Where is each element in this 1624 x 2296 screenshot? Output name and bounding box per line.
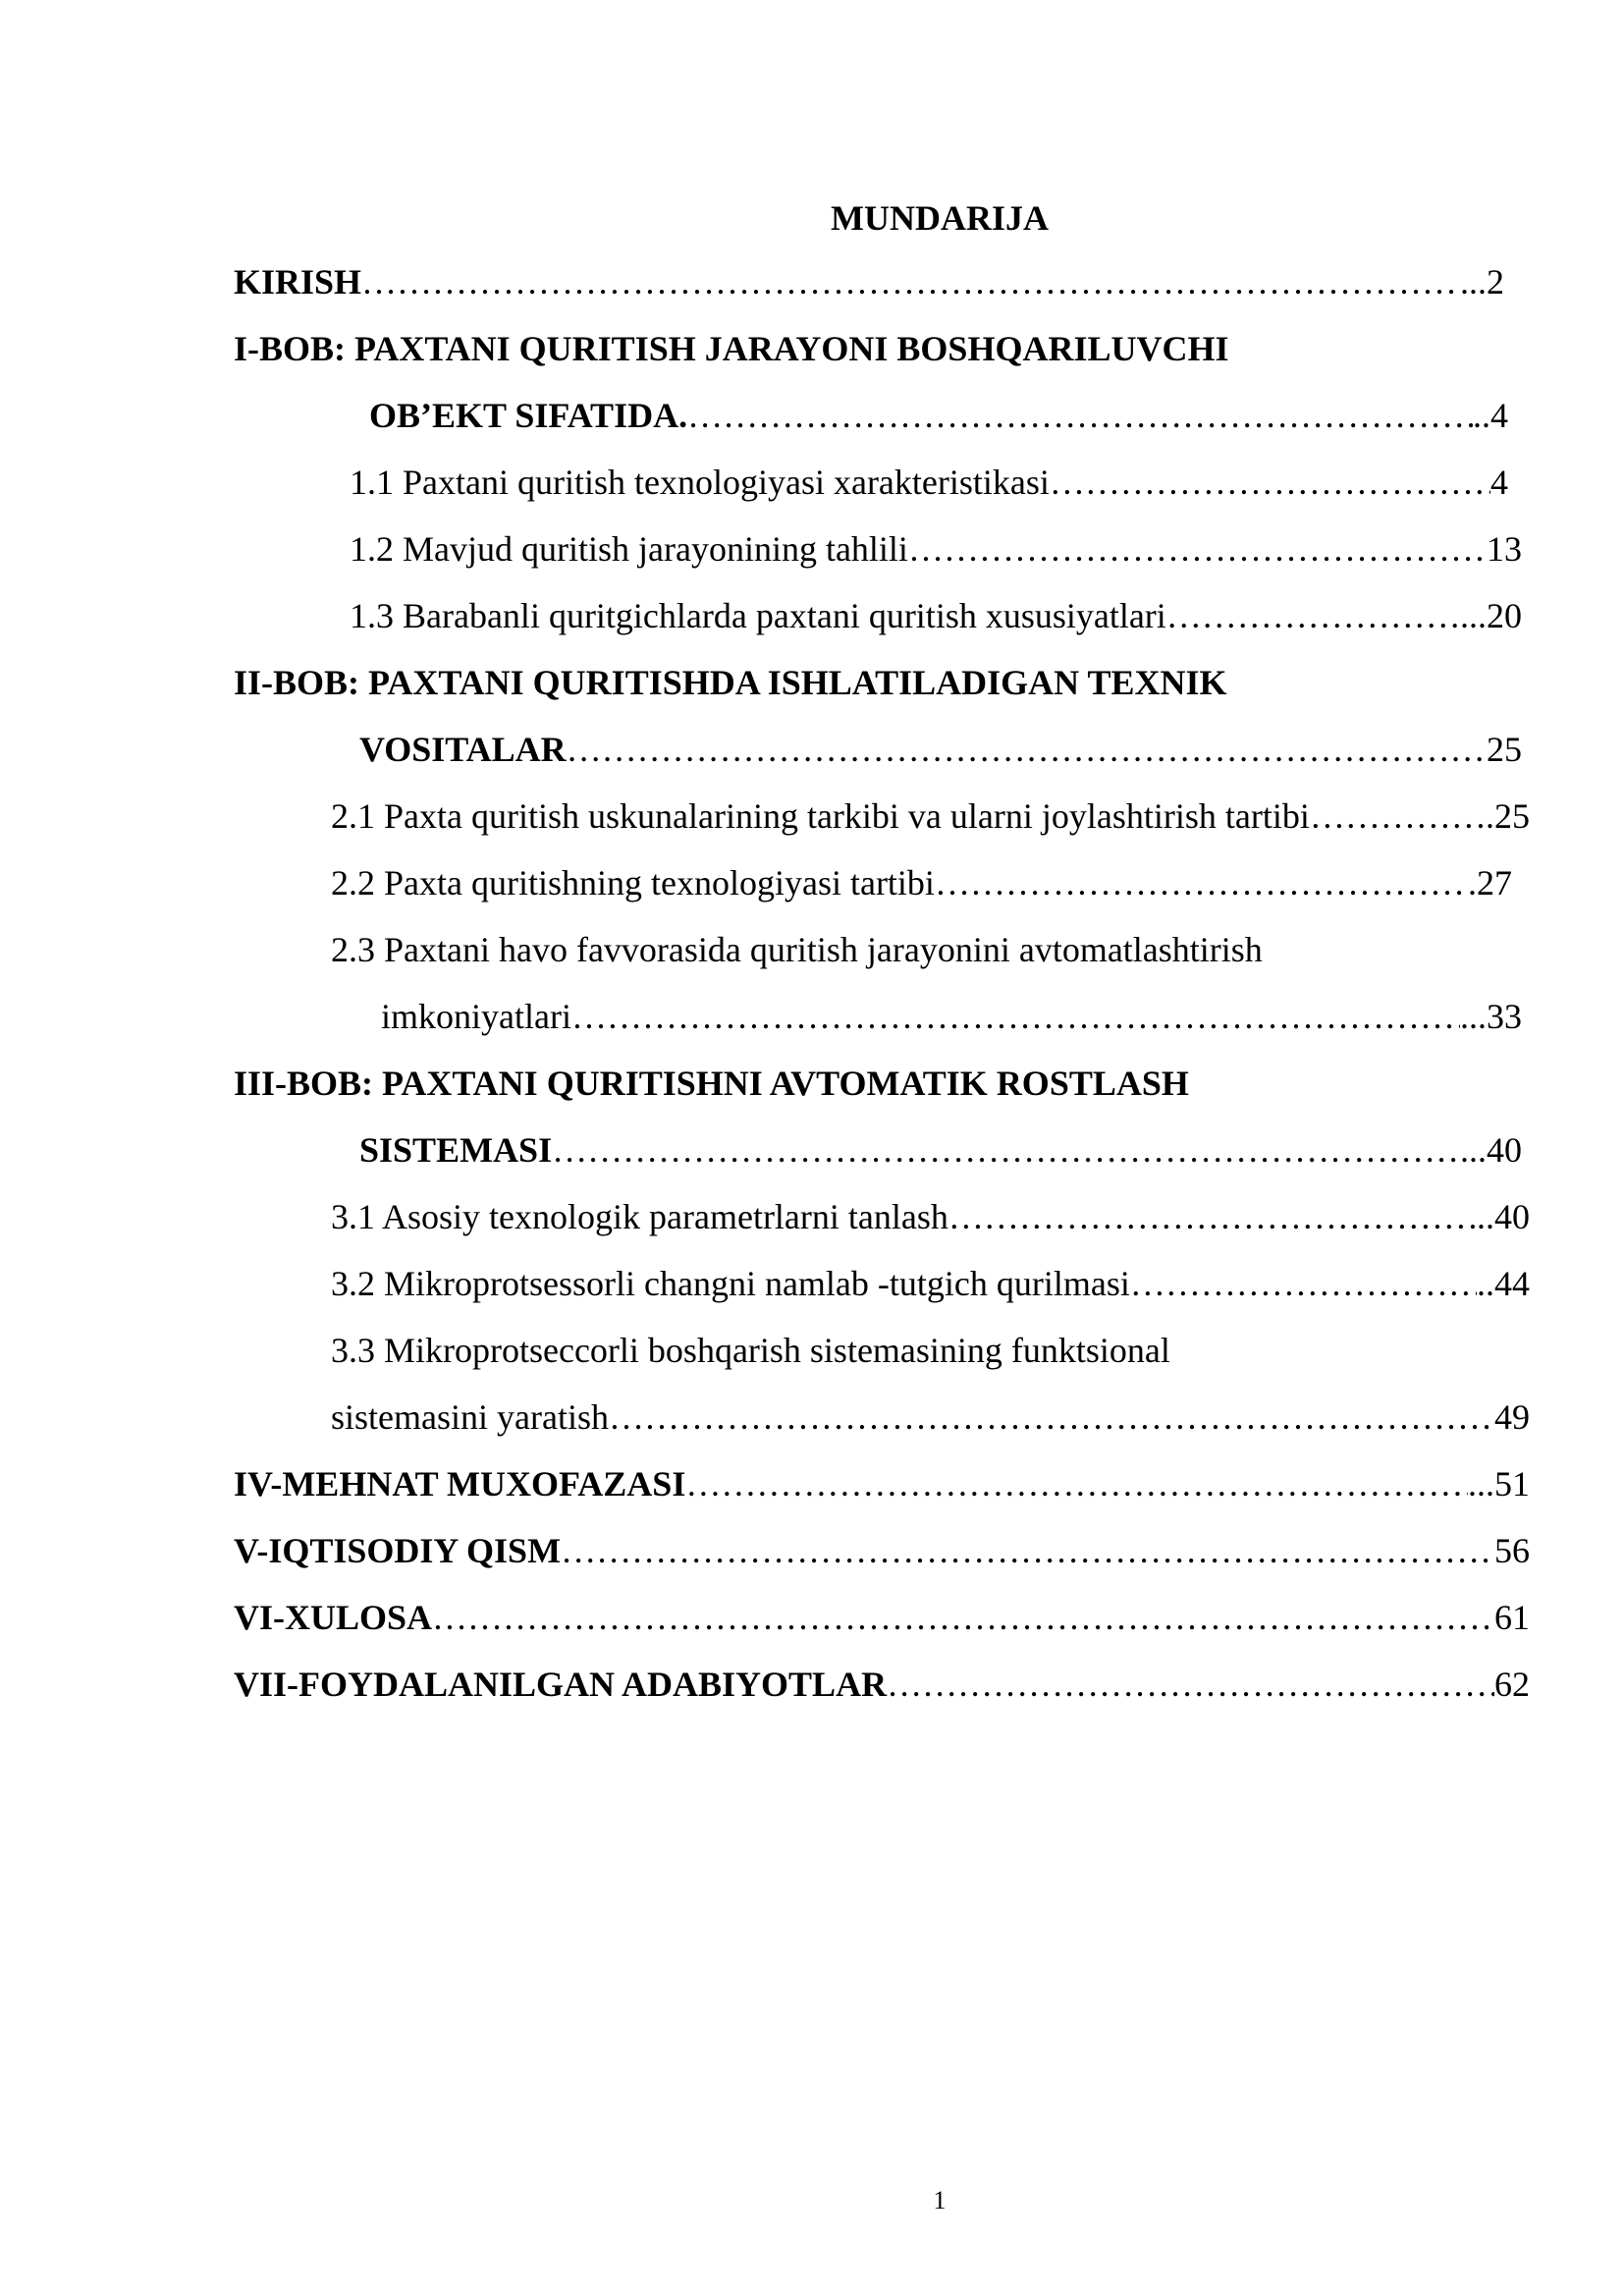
toc-entry-2-1[interactable]: [331, 792, 1530, 841]
toc-entry-1-2[interactable]: [350, 524, 1522, 574]
toc-heading: MUNDARIJA: [831, 198, 1049, 238]
toc-entry-page: 61: [1494, 1598, 1530, 1637]
page-number: 1: [933, 2186, 947, 2214]
toc-entry-1-3[interactable]: [350, 591, 1522, 640]
toc-entry-label: SISTEMASI: [359, 1130, 553, 1170]
toc-entry-chapter-5[interactable]: [234, 1526, 1530, 1575]
toc-entry-label: 2.3 Paxtani havo favvorasida quritish jarayonini avtomatlashtirish: [331, 930, 1263, 969]
toc-entry-page: 4: [1490, 463, 1508, 502]
toc-entry-page: ...51: [1468, 1464, 1530, 1503]
toc-entry-2-3-cont[interactable]: [381, 992, 1522, 1041]
dot-leader: [361, 257, 1460, 306]
dot-leader: [561, 1526, 1494, 1575]
toc-entry-chapter-1-cont[interactable]: [369, 391, 1508, 440]
toc-entry-page: ...2: [1460, 262, 1504, 301]
toc-entry-chapter-1[interactable]: [234, 324, 1504, 373]
toc-entry-2-2[interactable]: [331, 858, 1512, 907]
toc-entry-label: sistemasini yaratish: [331, 1397, 609, 1437]
dot-leader: [571, 992, 1460, 1041]
toc-entry-label: VOSITALAR: [359, 730, 567, 769]
dot-leader: [1050, 458, 1490, 507]
dot-leader: [948, 1192, 1477, 1241]
toc-entry-page: ..4: [1473, 396, 1508, 435]
toc-entry-page: ...20: [1460, 596, 1522, 635]
toc-entry-page: ..40: [1477, 1197, 1530, 1236]
toc-entry-label: VI-XULOSA: [234, 1598, 433, 1637]
toc-entry-chapter-6[interactable]: [234, 1593, 1530, 1642]
toc-entry-label: II-BOB: PAXTANI QURITISHDA ISHLATILADIGAN TEXNIK: [234, 663, 1227, 702]
dot-leader: [935, 858, 1468, 907]
toc-entry-3-3[interactable]: [331, 1326, 1428, 1375]
toc-entry-page: 49: [1494, 1397, 1530, 1437]
toc-entry-page: 56: [1494, 1531, 1530, 1570]
toc-entry-label: III-BOB: PAXTANI QURITISHNI AVTOMATIK ROSTLASH: [234, 1064, 1189, 1103]
toc-entry-page: 62: [1494, 1665, 1530, 1704]
toc-entry-page: .27: [1468, 863, 1512, 902]
toc-entry-page: ..44: [1477, 1264, 1530, 1303]
toc-entry-3-1[interactable]: [331, 1192, 1530, 1241]
dot-leader: [552, 1125, 1460, 1175]
toc-entry-page: ...40: [1460, 1130, 1522, 1170]
toc-entry-chapter-2-cont[interactable]: [359, 725, 1522, 774]
toc-entry-label: 3.2 Mikroprotsessorli changni namlab -tutgich qurilmasi: [331, 1264, 1130, 1303]
dot-leader: [1310, 792, 1486, 841]
toc-entry-label: OB’EKT SIFATIDA.: [369, 396, 688, 435]
toc-entry-kirish[interactable]: [234, 257, 1504, 306]
dot-leader: [908, 524, 1487, 574]
toc-entry-label: 1.1 Paxtani quritish texnologiyasi xarakteristikasi: [350, 463, 1050, 502]
toc-entry-label: 3.1 Asosiy texnologik parametrlarni tanlash: [331, 1197, 948, 1236]
toc-entry-label: V-IQTISODIY QISM: [234, 1531, 562, 1570]
toc-entry-label: KIRISH: [234, 262, 362, 301]
toc-entry-page: ...33: [1460, 997, 1522, 1036]
toc-entry-label: 3.3 Mikroprotseccorli boshqarish sistemasining funktsional: [331, 1331, 1170, 1370]
toc-entry-chapter-4[interactable]: [234, 1459, 1530, 1508]
toc-entry-3-2[interactable]: [331, 1259, 1530, 1308]
toc-entry-chapter-7[interactable]: [234, 1660, 1530, 1709]
toc-entry-page: 13: [1487, 529, 1522, 569]
toc-entry-label: VII-FOYDALANILGAN ADABIYOTLAR: [234, 1665, 888, 1704]
toc-entry-label: 1.3 Barabanli quritgichlarda paxtani quritish xususiyatlari: [350, 596, 1166, 635]
dot-leader: [1130, 1259, 1477, 1308]
toc-entry-label: IV-MEHNAT MUXOFAZASI: [234, 1464, 686, 1503]
dot-leader: [687, 391, 1473, 440]
dot-leader: [432, 1593, 1494, 1642]
dot-leader: [887, 1660, 1494, 1709]
dot-leader: [685, 1459, 1468, 1508]
toc-entry-label: 1.2 Mavjud quritish jarayonining tahlili: [350, 529, 908, 569]
toc-entry-page: 25: [1487, 730, 1522, 769]
dot-leader: [609, 1393, 1494, 1442]
dot-leader: [567, 725, 1487, 774]
dot-leader: [1166, 591, 1460, 640]
toc-entry-2-3[interactable]: [331, 925, 1428, 974]
toc-entry-label: 2.1 Paxta quritish uskunalarining tarkibi va ularni joylashtirish tartibi: [331, 796, 1310, 836]
toc-entry-page: .25: [1486, 796, 1530, 836]
toc-entry-label: I-BOB: PAXTANI QURITISH JARAYONI BOSHQARILUVCHI: [234, 329, 1229, 368]
toc-entry-label: imkoniyatlari: [381, 997, 571, 1036]
toc-entry-chapter-3[interactable]: [234, 1059, 1504, 1108]
toc-entry-chapter-3-cont[interactable]: [359, 1125, 1522, 1175]
toc-entry-chapter-2[interactable]: [234, 658, 1504, 707]
toc-entry-3-3-cont[interactable]: [331, 1393, 1530, 1442]
toc-entry-1-1[interactable]: [350, 458, 1508, 507]
toc-entry-label: 2.2 Paxta quritishning texnologiyasi tartibi: [331, 863, 935, 902]
